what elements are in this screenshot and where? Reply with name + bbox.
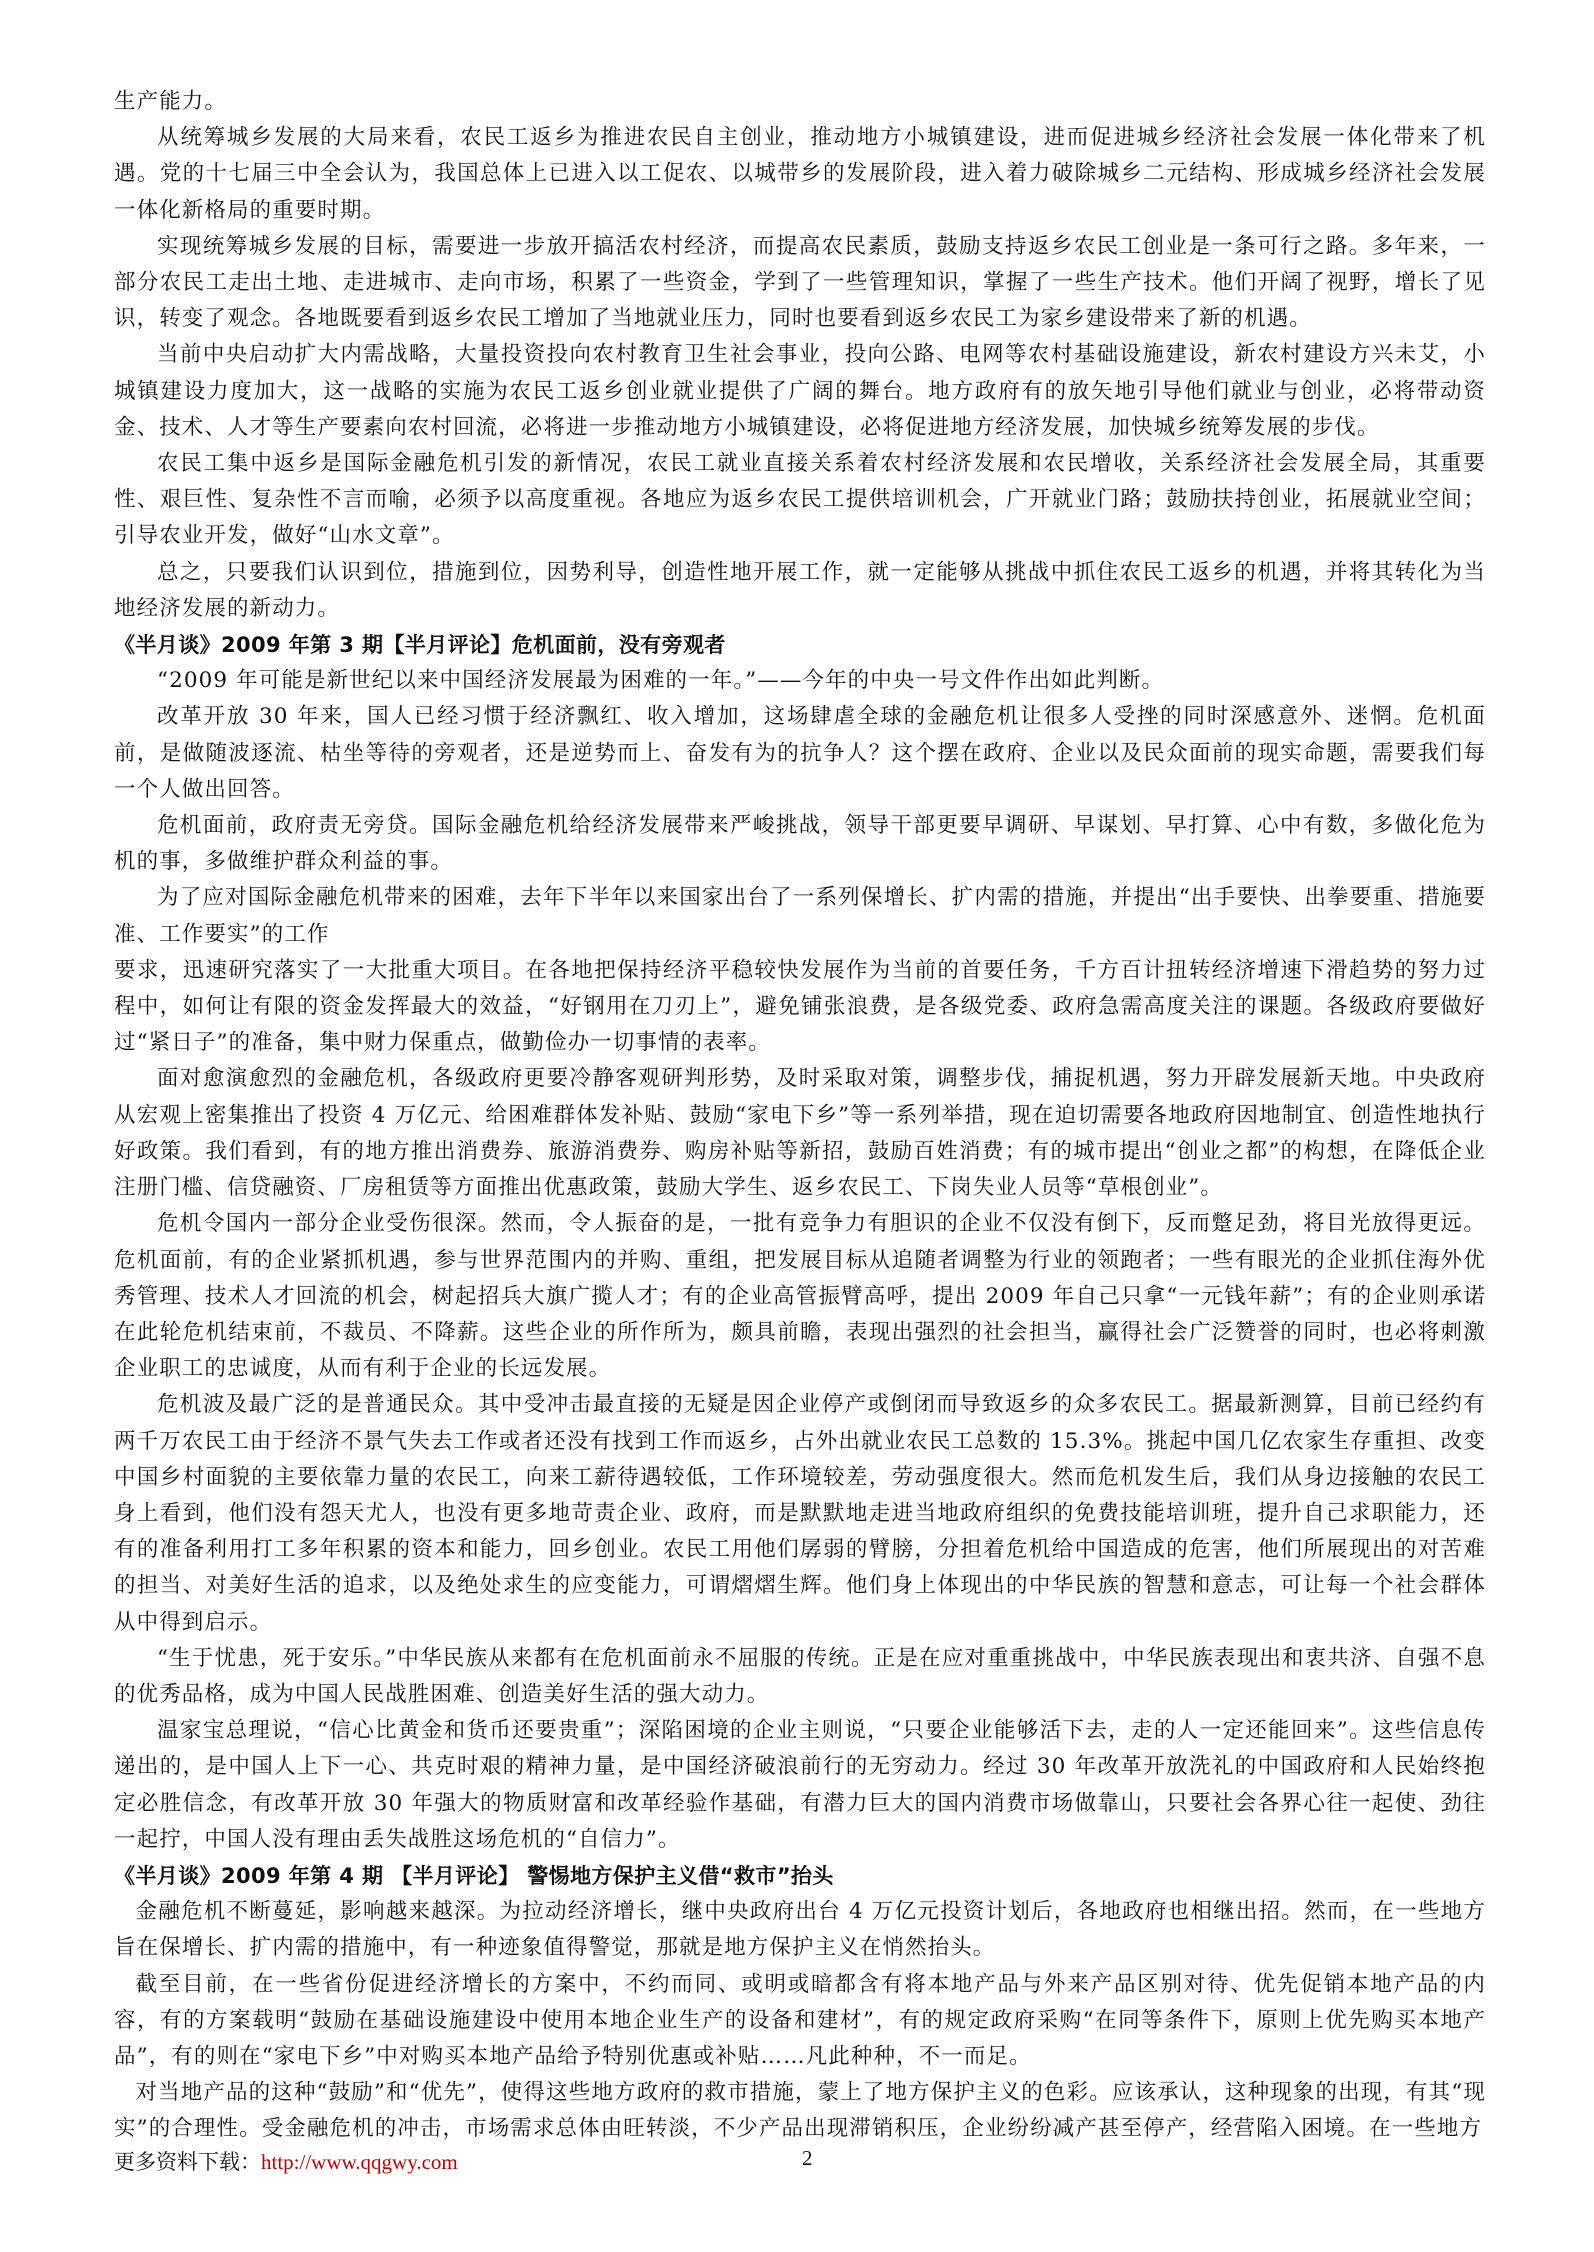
- article-heading: 《半月谈》2009 年第 4 期 【半月评论】 警惕地方保护主义借“救市”抬头: [114, 1863, 834, 1888]
- body-paragraph: 温家宝总理说，“信心比黄金和货币还要贵重”；深陷困境的企业主则说，“只要企业能够活下去，走的人一定还能回来”。这些信息传递出的，是中国人上下一心、共克时艰的精神力量，是中国经济破浪前行的无穷动力。经过 30 年改革开放洗礼的中国政府和人民始终抱定必胜信念，有改革开放 30 年强大的物质财富和改革经验作基础，有潜力巨大的国内消费市场做靠山，只要社会各界心往一起使、劲往一起拧，中国人没有理由丢失战胜这场危机的“自信力”。: [114, 1718, 1486, 1852]
- article-body: [114, 84, 1486, 2148]
- body-paragraph: 总之，只要我们认识到位，措施到位，因势利导，创造性地开展工作，就一定能够从挑战中抓住农民工返乡的机遇，并将其转化为当地经济发展的新动力。: [114, 559, 1486, 621]
- body-paragraph: 面对愈演愈烈的金融危机，各级政府更要冷静客观研判形势，及时采取对策，调整步伐，捕捉机遇，努力开辟发展新天地。中央政府从宏观上密集推出了投资 4 万亿元、给困难群体发补贴、鼓励“家电下乡”等一系列举措，现在迫切需要各地政府因地制宜、创造性地执行好政策。我们看到，有的地方推出消费券、旅游消费券、购房补贴等新招，鼓励百姓消费；有的城市提出“创业之都”的构想，在降低企业注册门槛、信贷融资、厂房租赁等方面推出优惠政策，鼓励大学生、返乡农民工、下岗失业人员等“草根创业”。: [114, 1066, 1486, 1201]
- body-paragraph: “2009 年可能是新世纪以来中国经济发展最为困难的一年。”——今年的中央一号文件作出如此判断。: [157, 668, 1165, 694]
- body-paragraph: “生于忧患，死于安乐。”中华民族从来都有在危机面前永不屈服的传统。正是在应对重重挑战中，中华民族表现出和衷共济、自强不息的优秀品格，成为中国人民战胜困难、创造美好生活的强大动力。: [114, 1645, 1486, 1707]
- body-paragraph: 农民工集中返乡是国际金融危机引发的新情况，农民工就业直接关系着农村经济发展和农民增收，关系经济社会发展全局，其重要性、艰巨性、复杂性不言而喻，必须予以高度重视。各地应为返乡农民工提供培训机会，广开就业门路；鼓励扶持创业，拓展就业空间；引导农业开发，做好“山水文章”。: [114, 451, 1486, 549]
- page-footer: [114, 2146, 1486, 2180]
- page-number: 2: [802, 2146, 813, 2170]
- body-paragraph: 实现统筹城乡发展的目标，需要进一步放开搞活农村经济，而提高农民素质，鼓励支持返乡农民工创业是一条可行之路。多年来，一部分农民工走出土地、走进城市、走向市场，积累了一些资金，学到了一些管理知识，掌握了一些生产技术。他们开阔了视野，增长了见识，转变了观念。各地既要看到返乡农民工增加了当地就业压力，同时也要看到返乡农民工为家乡建设带来了新的机遇。: [114, 233, 1486, 332]
- body-paragraph: 危机面前，政府责无旁贷。国际金融危机给经济发展带来严峻挑战，领导干部更要早调研、早谋划、早打算、心中有数，多做化危为机的事，多做维护群众利益的事。: [114, 813, 1486, 875]
- body-paragraph: 从统筹城乡发展的大局来看，农民工返乡为推进农民自主创业，推动地方小城镇建设，进而促进城乡经济社会发展一体化带来了机遇。党的十七届三中全会认为，我国总体上已进入以工促农、以城带乡的发展阶段，进入着力破除城乡二元结构、形成城乡经济社会发展一体化新格局的重要时期。: [114, 125, 1486, 223]
- body-paragraph: 当前中央启动扩大内需战略，大量投资投向农村教育卫生社会事业，投向公路、电网等农村基础设施建设，新农村建设方兴未艾，小城镇建设力度加大，这一战略的实施为农民工返乡创业就业提供了广阔的舞台。地方政府有的放矢地引导他们就业与创业，必将带动资金、技术、人才等生产要素向农村回流，必将进一步推动地方小城镇建设，必将促进地方经济发展，加快城乡统筹发展的步伐。: [114, 342, 1486, 440]
- body-paragraph: 截至目前，在一些省份促进经济增长的方案中，不约而同、或明或暗都含有将本地产品与外来产品区别对待、优先促销本地产品的内容，有的方案载明“鼓励在基础设施建设中使用本地企业生产的设备和建材”，有的规定政府采购“在同等条件下，原则上优先购买本地产品”，有的则在“家电下乡”中对购买本地产品给予特别优惠或补贴……凡此种种，不一而足。: [114, 1971, 1486, 2069]
- body-paragraph: 生产能力。: [114, 89, 228, 114]
- body-paragraph: 对当地产品的这种“鼓励”和“优先”，使得这些地方政府的救市措施，蒙上了地方保护主义的色彩。应该承认，这种现象的出现，有其“现实”的合理性。受金融危机的冲击，市场需求总体由旺转淡，不少产品出现滞销积压，企业纷纷减产甚至停产，经营陷入困境。在一些地方: [114, 2080, 1486, 2142]
- article-heading: 《半月谈》2009 年第 3 期【半月评论】危机面前，没有旁观者: [114, 633, 726, 658]
- footer-download-link[interactable]: http://www.qqgwy.com: [261, 2150, 458, 2174]
- footer-text: [114, 2146, 458, 2176]
- body-paragraph: 危机令国内一部分企业受伤很深。然而，令人振奋的是，一批有竞争力有胆识的企业不仅没有倒下，反而蹩足劲，将目光放得更远。危机面前，有的企业紧抓机遇，参与世界范围内的并购、重组，把发展目标从追随者调整为行业的领跑者；一些有眼光的企业抓住海外优秀管理、技术人才回流的机会，树起招兵大旗广揽人才；有的企业高管振臂高呼，提出 2009 年自己只拿“一元钱年薪”；有的企业则承诺在此轮危机结束前，不裁员、不降薪。这些企业的所作所为，颇具前瞻，表现出强烈的社会担当，赢得社会广泛赞誉的同时，也必将刺激企业职工的忠诚度，从而有利于企业的长远发展。: [114, 1211, 1486, 1382]
- body-paragraph: 危机波及最广泛的是普通民众。其中受冲击最直接的无疑是因企业停产或倒闭而导致返乡的众多农民工。据最新测算，目前已经约有两千万农民工由于经济不景气失去工作或者还没有找到工作而返乡，占外出就业农民工总数的 15.3%。挑起中国几亿农家生存重担、改变中国乡村面貌的主要依靠力量的农民工，向来工薪待遇较低，工作环境较差，劳动强度很大。然而危机发生后，我们从身边接触的农民工身上看到，他们没有怨天尤人，也没有更多地苛责企业、政府，而是默默地走进当地政府组织的免费技能培训班，提升自己求职能力，还有的准备利用打工多年积累的资本和能力，回乡创业。农民工用他们孱弱的臂膀，分担着危机给中国造成的危害，他们所展现出的对苦难的担当、对美好生活的追求，以及绝处求生的应变能力，可谓熠熠生辉。他们身上体现出的中华民族的智慧和意志，可让每一个社会群体从中得到启示。: [114, 1392, 1486, 1635]
- body-paragraph: 为了应对国际金融危机带来的困难，去年下半年以来国家出台了一系列保增长、扩内需的措施，并提出“出手要快、出拳要重、措施要准、工作要实”的工作 要求，迅速研究落实了一大批重大项目。在各地把保持经济平稳较快发展作为当前的首要任务，千方百计扭转经济增速下滑趋势的努力过程中，如何让有限的资金发挥最大的效益，“好钢用在刀刃上”，避免铺张浪费，是各级党委、政府急需高度关注的课题。各级政府要做好过“紧日子”的准备，集中财力保重点，做勤俭办一切事情的表率。: [114, 885, 1486, 1056]
- footer-label: 更多资料下载：: [114, 2150, 261, 2174]
- body-paragraph: 金融危机不断蔓延，影响越来越深。为拉动经济增长，继中央政府出台 4 万亿元投资计划后，各地政府也相继出招。然而，在一些地方旨在保增长、扩内需的措施中，有一种迹象值得警觉，那就是地方保护主义在悄然抬头。: [114, 1899, 1486, 1961]
- body-paragraph: 改革开放 30 年来，国人已经习惯于经济飘红、收入增加，这场肆虐全球的金融危机让很多人受挫的同时深感意外、迷惘。危机面前，是做随波逐流、枯坐等待的旁观者，还是逆势而上、奋发有为的抗争人？这个摆在政府、企业以及民众面前的现实命题，需要我们每一个人做出回答。: [114, 704, 1486, 802]
